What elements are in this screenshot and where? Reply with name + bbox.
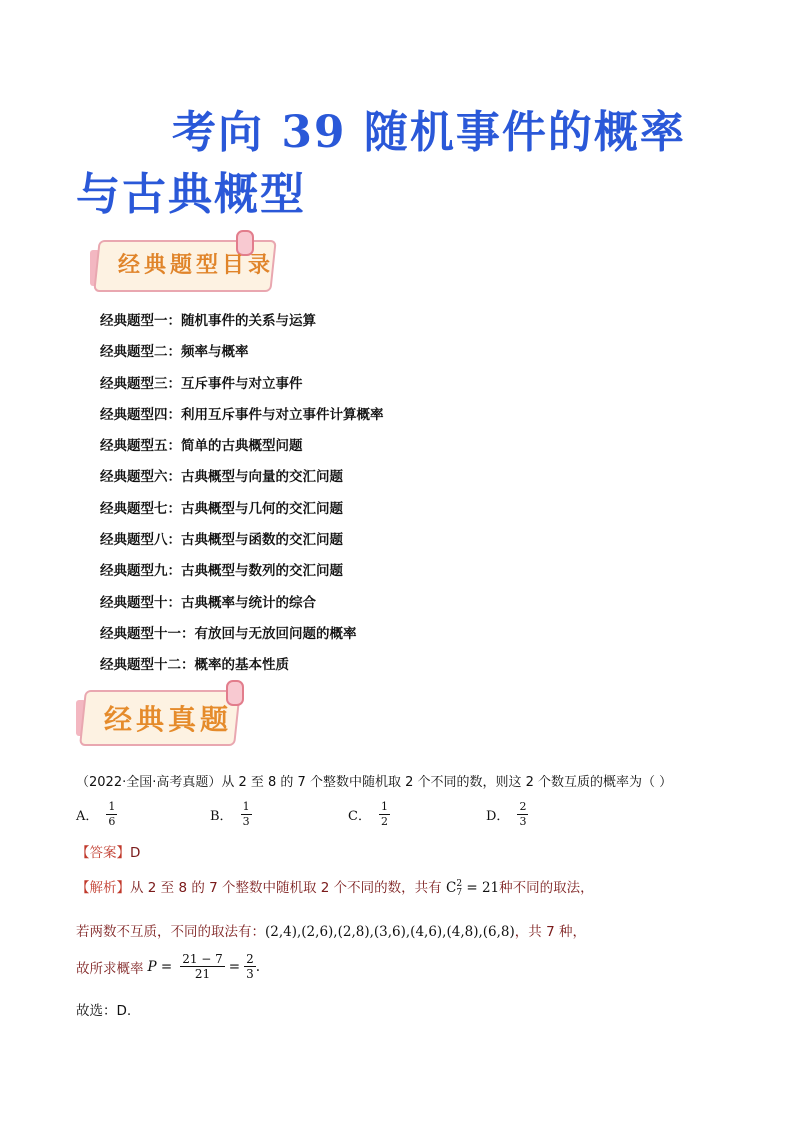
combination-sub: 7 bbox=[456, 887, 463, 898]
combination-symbol: C bbox=[445, 880, 457, 896]
answer-value: D bbox=[130, 845, 141, 861]
line2-text: 若两数不互质，不同的取法有： bbox=[76, 924, 265, 940]
toc-item[interactable]: 经典题型八：古典概型与函数的交汇问题 bbox=[100, 532, 343, 549]
option-label: B． bbox=[210, 809, 233, 824]
toc-item[interactable]: 经典题型四：利用互斥事件与对立事件计算概率 bbox=[100, 406, 384, 423]
numerator: 1 bbox=[108, 800, 116, 813]
toc-banner bbox=[96, 240, 274, 292]
equals-sign: = bbox=[228, 958, 241, 975]
option-fraction bbox=[106, 800, 117, 829]
numerator: 2 bbox=[246, 952, 254, 966]
denominator: 3 bbox=[246, 967, 254, 981]
denominator: 6 bbox=[108, 815, 116, 828]
result-fraction bbox=[244, 952, 256, 981]
option-fraction bbox=[517, 800, 528, 829]
numerator: 1 bbox=[242, 800, 250, 813]
numerator: 21 − 7 bbox=[182, 952, 223, 966]
page-title bbox=[76, 102, 756, 226]
numerator: 2 bbox=[519, 800, 527, 813]
title-line-2: 与古典概型 bbox=[76, 169, 306, 220]
denominator: 3 bbox=[519, 815, 527, 828]
exam-banner-label: 经典真题 bbox=[104, 703, 233, 736]
option-label: A． bbox=[76, 809, 99, 824]
denominator: 21 bbox=[194, 967, 211, 981]
option-label: D． bbox=[486, 809, 510, 824]
toc-item[interactable]: 经典题型十二：概率的基本性质 bbox=[100, 657, 289, 674]
period: . bbox=[255, 958, 261, 975]
toc-item[interactable]: 经典题型十：古典概率与统计的综合 bbox=[100, 594, 316, 611]
probability-fraction bbox=[180, 952, 225, 981]
combination-sup: 2 bbox=[456, 878, 463, 889]
exam-banner bbox=[82, 690, 238, 746]
combination-result: = 21 bbox=[462, 880, 500, 896]
line3-text: 故所求概率 bbox=[76, 960, 144, 977]
toc-banner-label: 经典题型目录 bbox=[118, 252, 275, 278]
toc-item[interactable]: 经典题型五：简单的古典概型问题 bbox=[100, 438, 303, 455]
toc-item[interactable]: 经典题型三：互斥事件与对立事件 bbox=[100, 375, 303, 392]
analysis-line-3 bbox=[76, 952, 260, 981]
analysis-tag: 【解析】 bbox=[76, 880, 130, 896]
analysis-line-1 bbox=[76, 876, 594, 898]
toc-list bbox=[100, 309, 384, 685]
toc-item[interactable]: 经典题型二：频率与概率 bbox=[100, 344, 249, 361]
analysis-text: 从 2 至 8 的 7 个整数中随机取 2 个不同的数，共有 bbox=[130, 880, 442, 896]
line2-tail: ，共 7 种， bbox=[514, 924, 586, 940]
answer-tag: 【答案】 bbox=[76, 845, 130, 861]
probability-var: P = bbox=[147, 958, 173, 975]
toc-item[interactable]: 经典题型九：古典概型与数列的交汇问题 bbox=[100, 563, 343, 580]
toc-item[interactable]: 经典题型一：随机事件的关系与运算 bbox=[100, 313, 316, 329]
option-label: C． bbox=[348, 809, 371, 824]
option-a[interactable] bbox=[76, 800, 117, 829]
title-line-1: 考向 39 随机事件的概率 bbox=[172, 107, 686, 158]
denominator: 2 bbox=[380, 815, 388, 828]
toc-item[interactable]: 经典题型七：古典概型与几何的交汇问题 bbox=[100, 500, 343, 517]
option-c[interactable] bbox=[348, 800, 390, 829]
option-b[interactable] bbox=[210, 800, 252, 829]
numerator: 1 bbox=[380, 800, 388, 813]
denominator: 3 bbox=[242, 815, 250, 828]
option-fraction bbox=[379, 800, 390, 829]
analysis-tail: 种不同的取法， bbox=[499, 880, 594, 896]
option-fraction bbox=[241, 800, 252, 829]
toc-item[interactable]: 经典题型十一：有放回与无放回问题的概率 bbox=[100, 625, 357, 642]
answer-line bbox=[76, 841, 140, 861]
option-d[interactable] bbox=[486, 800, 528, 829]
pair-list: (2,4),(2,6),(2,8),(3,6),(4,6),(4,8),(6,8) bbox=[265, 924, 515, 940]
final-answer: 故选：D. bbox=[76, 1003, 132, 1019]
combination-formula bbox=[446, 880, 499, 896]
question-text: （2022·全国·高考真题）从 2 至 8 的 7 个整数中随机取 2 个不同的数，则这 2 个数互质的概率为（ ） bbox=[76, 775, 673, 790]
toc-item[interactable]: 经典题型六：古典概型与向量的交汇问题 bbox=[100, 469, 343, 486]
analysis-line-2 bbox=[76, 920, 586, 940]
